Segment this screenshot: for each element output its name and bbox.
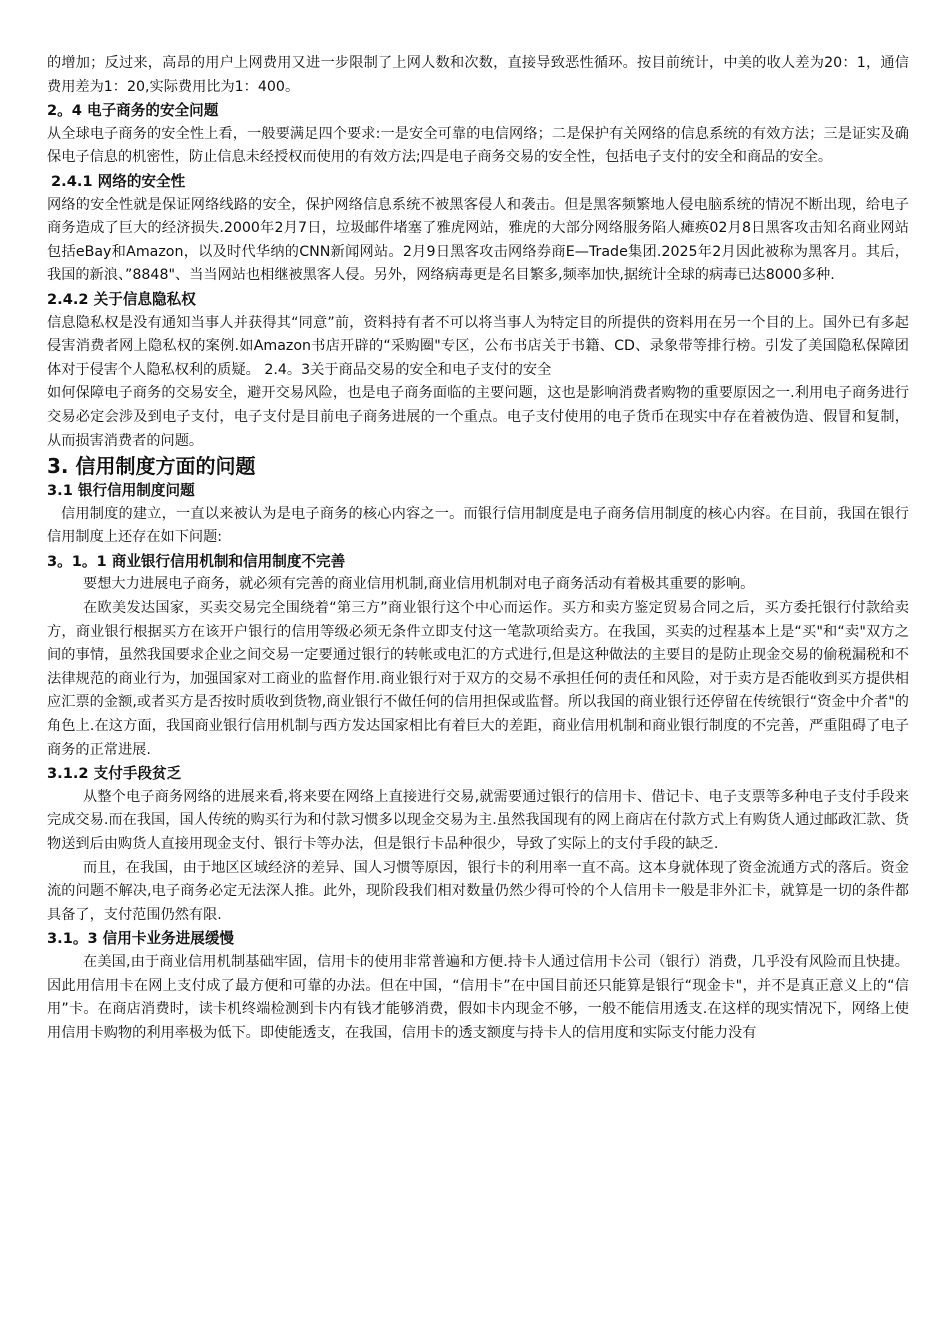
heading-3-1-3: 3.1。3 信用卡业务进展缓慢 bbox=[47, 930, 235, 948]
heading-3-1-1: 3。1。1 商业银行信用机制和信用制度不完善 bbox=[47, 552, 346, 570]
paragraph-3-1-3: 在美国,由于商业信用机制基础牢固，信用卡的使用非常普遍和方便.持卡人通过信用卡公司（银行）消费，几乎没有风险而且快捷。因此用信用卡在网上支付成了最方便和可靠的办法。但在中国，“信用卡”在中国目前还只能算是银行“现金卡"，并不是真正意义上的“信用”卡。在商店消费时，读卡机终端检测到卡内有钱才能够消费，假如卡内现金不够，一般不能信用透支.在这样的现实情况下，网络上使用信用卡购物的利用率极为低下。即使能透支，在我国，信用卡的透支额度与持卡人的信用度和实际支付能力没有 bbox=[47, 953, 909, 1041]
paragraph-2-4-2: 信息隐私权是没有通知当事人并获得其“同意”前，资料持有者不可以将当事人为特定目的所提供的资料用在另一个目的上。国外已有多起侵害消费者网上隐私权的案例.如Amazon书店开辟的“采购圈"专区，公布书店关于书籍、CD、录象带等排行榜。引发了美国隐私保障团体对于侵害个人隐私权利的质疑。 2.4。3关于商品交易的安全和电子支付的安全 bbox=[47, 314, 909, 378]
paragraph-2-4-3: 如何保障电子商务的交易安全，避开交易风险，也是电子商务面临的主要问题，这也是影响消费者购物的重要原因之一.利用电子商务进行交易必定会涉及到电子支付，电子支付是目前电子商务进展的一个重点。电子支付使用的电子货币在现实中存在着被伪造、假冒和复制，从而损害消费者的问题。 bbox=[47, 385, 909, 449]
document-page bbox=[47, 52, 909, 1045]
heading-3: 3. 信用制度方面的问题 bbox=[47, 454, 256, 479]
paragraph-2-4: 从全球电子商务的安全性上看，一般要满足四个要求:一是安全可靠的电信网络；二是保护有关网络的信息系统的有效方法；三是证实及确保电子信息的机密性，防止信息未经授权而使用的有效方法;四是电子商务交易的安全性，包括电子支付的安全和商品的安全。 bbox=[47, 125, 909, 166]
paragraph-intro: 的增加；反过来，高昂的用户上网费用又进一步限制了上网人数和次数，直接导致恶性循环。按目前统计，中美的收人差为20：1，通信费用差为1：20,实际费用比为1：400。 bbox=[47, 55, 909, 95]
paragraph-2-4-1: 网络的安全性就是保证网络线路的安全，保护网络信息系统不被黑客侵人和袭击。但是黑客频繁地人侵电脑系统的情况不断出现，给电子商务造成了巨大的经济损失.2000年2月7日，垃圾邮件堵塞了雅虎网站，雅虎的大部分网络服务陷人瘫痪02月8日黑客攻击知名商业网站包括eBay和Amazon，以及时代华纳的CNN新闻网站。2月9日黑客攻击网络券商E—Trade集团.2025年2月因此被称为黑客月。其后，我国的新浪、”8848"、当当网站也相继被黑客人侵。另外，网络病毒更是名目繁多,频率加快,据统计全球的病毒已达8000多种. bbox=[47, 196, 909, 284]
heading-3-1-2: 3.1.2 支付手段贫乏 bbox=[47, 765, 182, 783]
paragraph-3-1-1b: 在欧美发达国家，买卖交易完全围绕着“第三方”商业银行这个中心而运作。买方和卖方鉴定贸易合同之后，买方委托银行付款给卖方，商业银行根据买方在该开户银行的信用等级必须无条件立即支付这一笔款项给卖方。在我国，买卖的过程基本上是“买"和“卖"双方之间的事情，虽然我国要求企业之间交易一定要通过银行的转帐或电汇的方式进行,但是这种做法的主要目的是防止现金交易的偷税漏税和不法律规范的商业行为，加强国家对工商业的监督作用.商业银行对于双方的交易不承担任何的责任和风险，对于卖方是否能收到买方提供相应汇票的金额,或者买方是否按时质收到货物,商业银行不做任何的信用担保或监督。所以我国的商业银行还停留在传统银行“资金中介者"的角色上.在这方面，我国商业银行信用机制与西方发达国家相比有着巨大的差距，商业信用机制和商业银行制度的不完善，严重阻碍了电子商务的正常进展. bbox=[47, 600, 909, 758]
heading-2-4-1: 2.4.1 网络的安全性 bbox=[51, 172, 186, 190]
heading-3-1: 3.1 银行信用制度问题 bbox=[47, 482, 195, 500]
paragraph-3-1-1a: 要想大力进展电子商务，就必须有完善的商业信用机制,商业信用机制对电子商务活动有着极其重要的影响。 bbox=[83, 576, 755, 593]
heading-2-4: 2。4 电子商务的安全问题 bbox=[47, 102, 219, 120]
paragraph-3-1-2a: 从整个电子商务网络的进展来看,将来要在网络上直接进行交易,就需要通过银行的信用卡、借记卡、电子支票等多种电子支付手段来完成交易.而在我国，国人传统的购买行为和付款习惯多以现金交易为主.虽然我国现有的网上商店在付款方式上有购货人通过邮政汇款、货物送到后由购货人直接用现金支付、银行卡等办法，但是银行卡品种很少，导致了实际上的支付手段的缺乏. bbox=[47, 788, 909, 852]
heading-2-4-2: 2.4.2 关于信息隐私权 bbox=[47, 290, 196, 308]
paragraph-3-1: 信用制度的建立，一直以来被认为是电子商务的核心内容之一。而银行信用制度是电子商务信用制度的核心内容。在目前，我国在银行信用制度上还存在如下问题: bbox=[47, 505, 909, 546]
paragraph-3-1-2b: 而且，在我国，由于地区区域经济的差异、国人习惯等原因，银行卡的利用率一直不高。这本身就体现了资金流通方式的落后。资金流的问题不解决,电子商务必定无法深人推。此外，现阶段我们相对数量仍然少得可怜的个人信用卡一般是非外汇卡，就算是一切的条件都具备了，支付范围仍然有限. bbox=[47, 859, 909, 923]
